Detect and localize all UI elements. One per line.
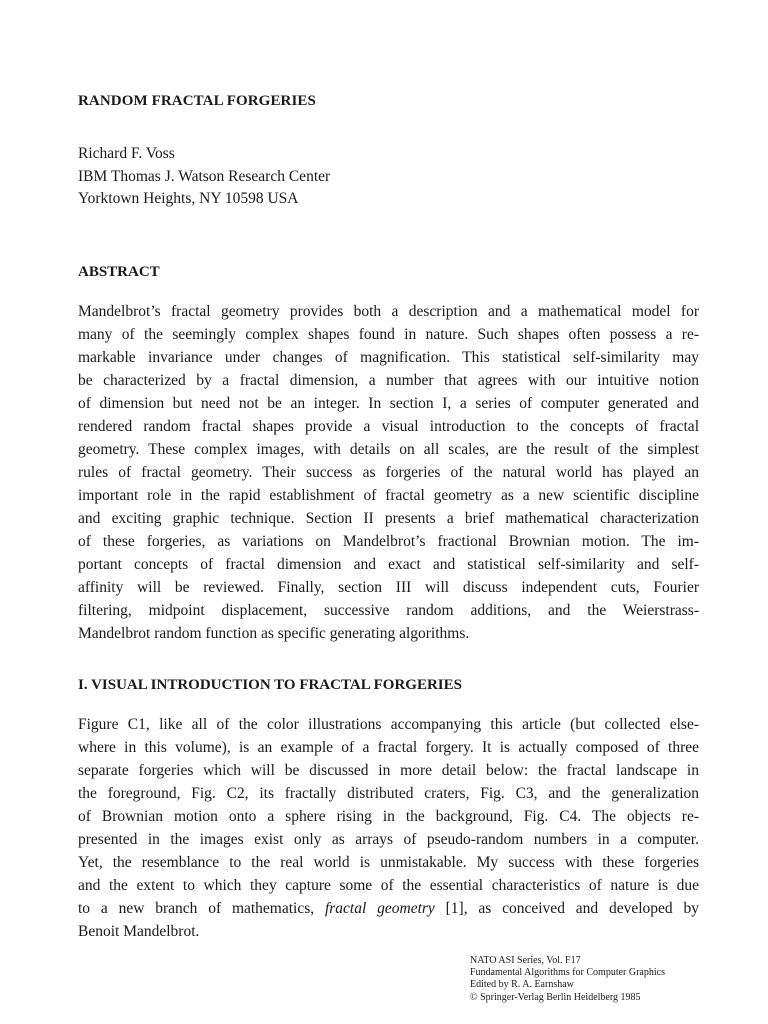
section-line: where in this volume), is an example of a fractal forgery. It is actually composed of three — [78, 739, 699, 756]
abstract-line: important role in the rapid establishment of fractal geometry as a new scientific discipline — [78, 487, 699, 504]
section-line: presented in the images exist only as arrays of pseudo-random numbers in a computer. — [78, 831, 699, 848]
abstract-heading: ABSTRACT — [78, 264, 160, 280]
section-line: the foreground, Fig. C2, its fractally distributed craters, Fig. C3, and the generalization — [78, 785, 699, 802]
abstract-line: portant concepts of fractal dimension and exact and statistical self-similarity and self- — [78, 556, 699, 573]
abstract-line: be characterized by a fractal dimension, a number that agrees with our intuitive notion — [78, 372, 699, 389]
footnote-series: NATO ASI Series, Vol. F17 — [470, 955, 581, 966]
abstract-line: filtering, midpoint displacement, successive random additions, and the Weierstrass- — [78, 602, 699, 619]
section-line: Yet, the resemblance to the real world is unmistakable. My success with these forgeries — [78, 854, 699, 871]
section-line: separate forgeries which will be discussed in more detail below: the fractal landscape in — [78, 762, 699, 779]
author-block — [78, 143, 330, 211]
abstract-line: affinity will be reviewed. Finally, section III will discuss independent cuts, Fourier — [78, 579, 699, 596]
author-institution: IBM Thomas J. Watson Research Center — [78, 167, 331, 185]
publication-footnote — [470, 955, 665, 1004]
abstract-line: markable invariance under changes of magnification. This statistical self-similarity may — [78, 349, 699, 366]
author-name: Richard F. Voss — [78, 145, 175, 162]
section-heading: I. VISUAL INTRODUCTION TO FRACTAL FORGERIES — [78, 677, 462, 693]
section-line: and the extent to which they capture some of the essential characteristics of nature is due — [78, 877, 699, 894]
section-body — [78, 713, 699, 943]
footnote-copyright: © Springer-Verlag Berlin Heidelberg 1985 — [470, 991, 641, 1003]
abstract-line: and exciting graphic technique. Section II presents a brief mathematical characterization — [78, 510, 699, 527]
italic-term: fractal geometry — [324, 900, 435, 917]
abstract-line: rendered random fractal shapes provide a visual introduction to the concepts of fractal — [78, 418, 699, 435]
abstract-line: Mandelbrot’s fractal geometry provides both a description and a mathematical model for — [78, 303, 699, 320]
section-line: of Brownian motion onto a sphere rising in the background, Fig. C4. The objects re- — [78, 808, 699, 825]
section-line: Benoit Mandelbrot. — [78, 923, 200, 940]
footnote-book: Fundamental Algorithms for Computer Graphics — [470, 967, 665, 979]
author-address: Yorktown Heights, NY 10598 USA — [78, 190, 299, 207]
abstract-line: Mandelbrot random function as specific generating algorithms. — [78, 625, 470, 642]
footnote-editor: Edited by R. A. Earnshaw — [470, 979, 574, 991]
section-line-with-italic — [78, 897, 699, 920]
paper-title: RANDOM FRACTAL FORGERIES — [78, 93, 316, 109]
line-text: to a new branch of mathematics, — [78, 900, 325, 917]
abstract-line: of these forgeries, as variations on Mandelbrot’s fractional Brownian motion. The im- — [78, 533, 699, 550]
line-text: [1], as conceived and developed by — [434, 900, 699, 917]
abstract-line: of dimension but need not be an integer. In section I, a series of computer generated and — [78, 395, 699, 412]
section-line: Figure C1, like all of the color illustrations accompanying this article (but collected else- — [78, 716, 699, 733]
abstract-body — [78, 300, 699, 645]
abstract-line: many of the seemingly complex shapes found in nature. Such shapes often possess a re- — [78, 326, 699, 343]
abstract-line: geometry. These complex images, with details on all scales, are the result of the simplest — [78, 441, 699, 458]
abstract-line: rules of fractal geometry. Their success as forgeries of the natural world has played an — [78, 464, 699, 481]
